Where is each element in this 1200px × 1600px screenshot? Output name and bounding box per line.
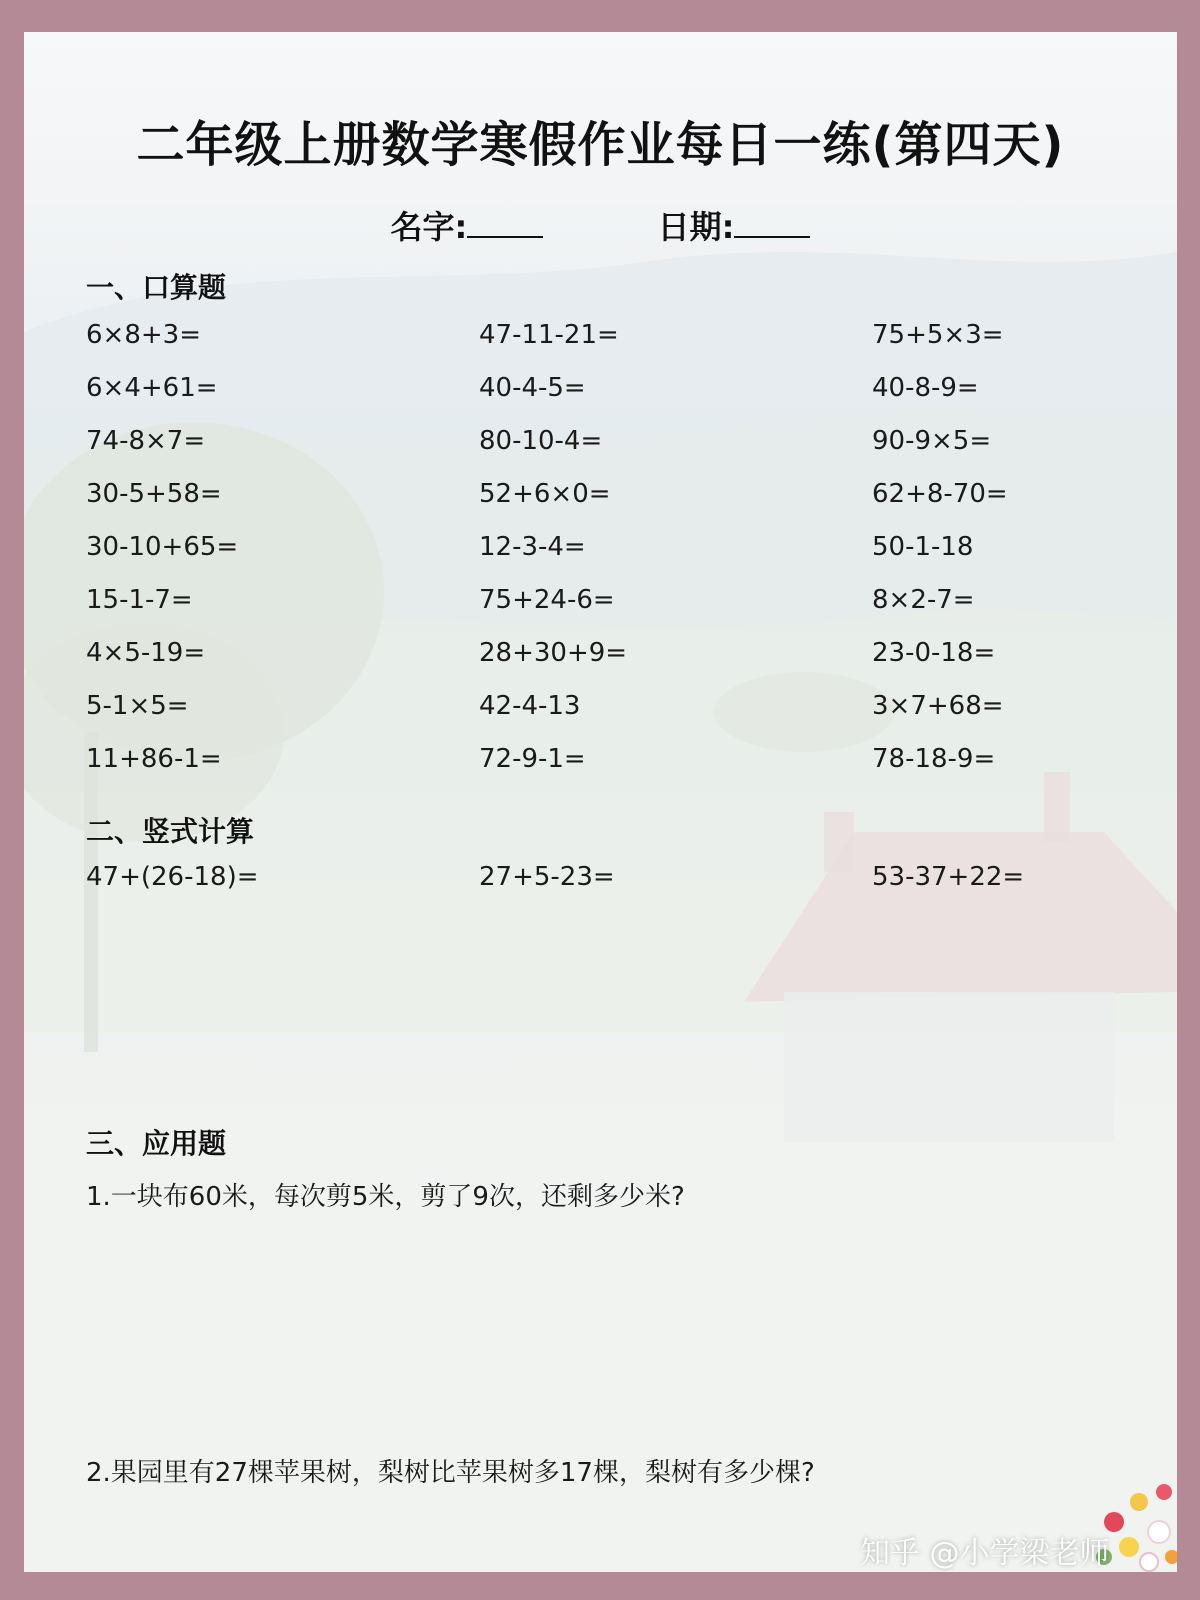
oral-equation: 3×7+68= xyxy=(872,691,1004,721)
oral-equation: 30-10+65= xyxy=(86,532,239,562)
oral-equation: 6×4+61= xyxy=(86,373,218,403)
oral-equation: 75+24-6= xyxy=(479,585,615,615)
name-label: 名字: xyxy=(390,208,468,246)
date-blank xyxy=(734,206,810,238)
vertical-equation: 27+5-23= xyxy=(479,862,615,892)
worksheet-page xyxy=(24,32,1177,1572)
oral-equation: 62+8-70= xyxy=(872,479,1008,509)
oral-equation: 90-9×5= xyxy=(872,426,992,456)
page-title: 二年级上册数学寒假作业每日一练(第四天) xyxy=(136,117,1065,173)
oral-equation: 12-3-4= xyxy=(479,532,586,562)
oral-equation: 40-8-9= xyxy=(872,373,979,403)
oral-equation: 80-10-4= xyxy=(479,426,603,456)
watermark: 知乎 @小学梁老师 xyxy=(860,1536,1110,1571)
name-date-row xyxy=(24,202,1177,248)
oral-equation: 74-8×7= xyxy=(86,426,206,456)
oral-equation: 23-0-18= xyxy=(872,638,996,668)
oral-equation: 75+5×3= xyxy=(872,320,1004,350)
oral-equation: 50-1-18 xyxy=(872,532,974,562)
oral-equation: 11+86-1= xyxy=(86,744,222,774)
section-word-problems-heading: 三、应用题 xyxy=(86,1127,227,1160)
word-problem: 1.一块布60米，每次剪5米，剪了9次，还剩多少米? xyxy=(86,1182,685,1212)
oral-equation: 78-18-9= xyxy=(872,744,996,774)
oral-equation: 5-1×5= xyxy=(86,691,189,721)
section-oral-heading: 一、口算题 xyxy=(86,271,227,304)
word-problem: 2.果园里有27棵苹果树，梨树比苹果树多17棵，梨树有多少棵? xyxy=(86,1458,815,1488)
vertical-equation: 47+(26-18)= xyxy=(86,862,259,892)
oral-equation: 47-11-21= xyxy=(479,320,619,350)
name-blank xyxy=(467,206,543,238)
oral-equation: 15-1-7= xyxy=(86,585,193,615)
oral-equation: 42-4-13 xyxy=(479,691,581,721)
vertical-equation: 53-37+22= xyxy=(872,862,1025,892)
section-vertical-heading: 二、竖式计算 xyxy=(86,815,255,848)
oral-equation: 6×8+3= xyxy=(86,320,201,350)
oral-equation: 72-9-1= xyxy=(479,744,586,774)
landscape-background xyxy=(24,32,1177,1572)
oral-equation: 52+6×0= xyxy=(479,479,611,509)
oral-equation: 4×5-19= xyxy=(86,638,206,668)
date-label: 日期: xyxy=(657,208,735,246)
oral-equation: 28+30+9= xyxy=(479,638,628,668)
oral-equation: 8×2-7= xyxy=(872,585,975,615)
oral-equation: 30-5+58= xyxy=(86,479,222,509)
oral-equation: 40-4-5= xyxy=(479,373,586,403)
